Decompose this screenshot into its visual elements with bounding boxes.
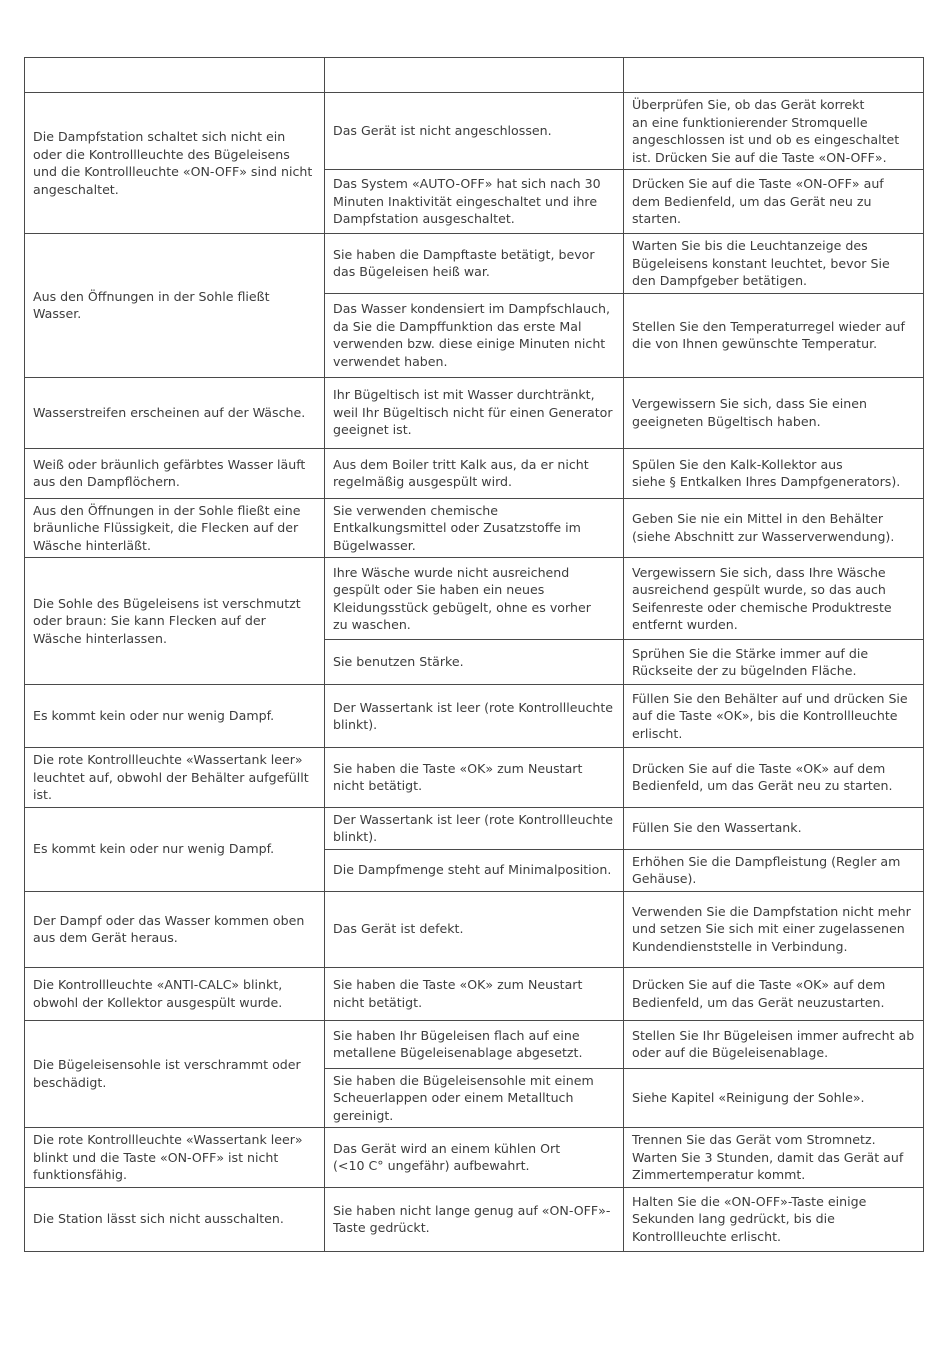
solution-cell: Stellen Sie den Temperaturregel wieder auf die von Ihnen gewünschte Temperatur. (624, 293, 924, 377)
table-row (25, 448, 924, 498)
problem-cell: Aus den Öffnungen in der Sohle fließt eine bräunliche Flüssigkeit, die Flecken auf der Wäsche hinterläßt. (25, 498, 325, 558)
problem-cell: Es kommt kein oder nur wenig Dampf. (25, 685, 325, 748)
solution-cell: Spülen Sie den Kalk-Kollektor aus siehe § Entkalken Ihres Dampfgenerators). (624, 448, 924, 498)
solution-cell: Halten Sie die «ON-OFF»-Taste einige Sekunden lang gedrückt, bis die Kontrollleuchte erlischt. (624, 1187, 924, 1251)
solution-cell: Siehe Kapitel «Reinigung der Sohle». (624, 1068, 924, 1128)
solution-cell: Stellen Sie Ihr Bügeleisen immer aufrecht ab oder auf die Bügeleisenablage. (624, 1020, 924, 1068)
solution-cell: Verwenden Sie die Dampfstation nicht mehr und setzen Sie sich mit einer zugelassenen Kundendienststelle in Verbindung. (624, 891, 924, 967)
problem-cell: Die rote Kontrollleuchte «Wassertank leer» leuchtet auf, obwohl der Behälter aufgefüllt ist. (25, 748, 325, 808)
cause-cell: Sie benutzen Stärke. (325, 640, 624, 685)
solution-cell: Vergewissern Sie sich, dass Sie einen geeigneten Bügeltisch haben. (624, 377, 924, 448)
table-row (25, 1020, 924, 1068)
cause-cell: Ihre Wäsche wurde nicht ausreichend gespült oder Sie haben ein neues Kleidungsstück gebügelt, ohne es vorher zu waschen. (325, 558, 624, 640)
problem-cell: Wasserstreifen erscheinen auf der Wäsche. (25, 377, 325, 448)
header-problem (25, 58, 325, 93)
cause-cell: Der Wassertank ist leer (rote Kontrollleuchte blinkt). (325, 807, 624, 849)
cause-cell: Sie haben die Bügeleisensohle mit einem Scheuerlappen oder einem Metalltuch gereinigt. (325, 1068, 624, 1128)
table-row (25, 891, 924, 967)
problem-cell: Aus den Öffnungen in der Sohle fließt Wasser. (25, 234, 325, 378)
table-row (25, 685, 924, 748)
cause-cell: Ihr Bügeltisch ist mit Wasser durchtränkt, weil Ihr Bügeltisch nicht für einen Generator geeignet ist. (325, 377, 624, 448)
table-row (25, 1128, 924, 1188)
cause-cell: Das Gerät wird an einem kühlen Ort (<10 C° ungefähr) aufbewahrt. (325, 1128, 624, 1188)
cause-cell: Sie haben die Taste «OK» zum Neustart nicht betätigt. (325, 967, 624, 1020)
solution-cell: Drücken Sie auf die Taste «OK» auf dem Bedienfeld, um das Gerät neuzustarten. (624, 967, 924, 1020)
table-row (25, 807, 924, 849)
table-row (25, 377, 924, 448)
cause-cell: Das System «AUTO-OFF» hat sich nach 30 Minuten Inaktivität eingeschaltet und ihre Dampfstation ausgeschaltet. (325, 170, 624, 234)
solution-cell: Drücken Sie auf die Taste «OK» auf dem Bedienfeld, um das Gerät neu zu starten. (624, 748, 924, 808)
table-row (25, 558, 924, 640)
problem-cell: Die Dampfstation schaltet sich nicht ein oder die Kontrollleuchte des Bügeleisens und die Kontrollleuchte «ON-OFF» sind nicht angeschaltet. (25, 93, 325, 234)
problem-cell: Die Bügeleisensohle ist verschrammt oder beschädigt. (25, 1020, 325, 1128)
cause-cell: Sie haben Ihr Bügeleisen flach auf eine metallene Bügeleisenablage abgesetzt. (325, 1020, 624, 1068)
cause-cell: Sie verwenden chemische Entkalkungsmittel oder Zusatzstoffe im Bügelwasser. (325, 498, 624, 558)
solution-cell: Sprühen Sie die Stärke immer auf die Rückseite der zu bügelnden Fläche. (624, 640, 924, 685)
solution-cell: Vergewissern Sie sich, dass Ihre Wäsche ausreichend gespült wurde, so das auch Seifenreste oder chemische Produktreste entfernt wurden. (624, 558, 924, 640)
cause-cell: Der Wassertank ist leer (rote Kontrollleuchte blinkt). (325, 685, 624, 748)
table-row (25, 967, 924, 1020)
solution-cell: Erhöhen Sie die Dampfleistung (Regler am Gehäuse). (624, 849, 924, 891)
header-cause (325, 58, 624, 93)
table-row (25, 234, 924, 294)
cause-cell: Sie haben die Taste «OK» zum Neustart nicht betätigt. (325, 748, 624, 808)
table-header-row (25, 58, 924, 93)
problem-cell: Der Dampf oder das Wasser kommen oben aus dem Gerät heraus. (25, 891, 325, 967)
problem-cell: Es kommt kein oder nur wenig Dampf. (25, 807, 325, 891)
solution-cell: Füllen Sie den Behälter auf und drücken Sie auf die Taste «OK», bis die Kontrollleuchte erlischt. (624, 685, 924, 748)
problem-cell: Die rote Kontrollleuchte «Wassertank leer» blinkt und die Taste «ON-OFF» ist nicht funktionsfähig. (25, 1128, 325, 1188)
table-row (25, 748, 924, 808)
table-row (25, 93, 924, 170)
problem-cell: Die Kontrollleuchte «ANTI-CALC» blinkt, obwohl der Kollektor ausgespült wurde. (25, 967, 325, 1020)
solution-cell: Überprüfen Sie, ob das Gerät korrekt an eine funktionierender Stromquelle angeschlossen ist und ob es eingeschaltet ist. Drücken Sie auf die Taste «ON-OFF». (624, 93, 924, 170)
problem-cell: Die Sohle des Bügeleisens ist verschmutzt oder braun: Sie kann Flecken auf der Wäsche hinterlassen. (25, 558, 325, 685)
cause-cell: Die Dampfmenge steht auf Minimalposition. (325, 849, 624, 891)
solution-cell: Drücken Sie auf die Taste «ON-OFF» auf dem Bedienfeld, um das Gerät neu zu starten. (624, 170, 924, 234)
problem-cell: Die Station lässt sich nicht ausschalten. (25, 1187, 325, 1251)
cause-cell: Sie haben die Dampftaste betätigt, bevor das Bügeleisen heiß war. (325, 234, 624, 294)
solution-cell: Warten Sie bis die Leuchtanzeige des Bügeleisens konstant leuchtet, bevor Sie den Dampfgeber betätigen. (624, 234, 924, 294)
problem-cell: Weiß oder bräunlich gefärbtes Wasser läuft aus den Dampflöchern. (25, 448, 325, 498)
table-row (25, 1187, 924, 1251)
cause-cell: Sie haben nicht lange genug auf «ON-OFF»-Taste gedrückt. (325, 1187, 624, 1251)
solution-cell: Geben Sie nie ein Mittel in den Behälter (siehe Abschnitt zur Wasserverwendung). (624, 498, 924, 558)
troubleshooting-table (24, 57, 924, 1252)
cause-cell: Aus dem Boiler tritt Kalk aus, da er nicht regelmäßig ausgespült wird. (325, 448, 624, 498)
cause-cell: Das Gerät ist nicht angeschlossen. (325, 93, 624, 170)
cause-cell: Das Gerät ist defekt. (325, 891, 624, 967)
solution-cell: Trennen Sie das Gerät vom Stromnetz. Warten Sie 3 Stunden, damit das Gerät auf Zimmertemperatur kommt. (624, 1128, 924, 1188)
header-solution (624, 58, 924, 93)
table-row (25, 498, 924, 558)
cause-cell: Das Wasser kondensiert im Dampfschlauch, da Sie die Dampffunktion das erste Mal verwenden bzw. diese einige Minuten nicht verwendet haben. (325, 293, 624, 377)
solution-cell: Füllen Sie den Wassertank. (624, 807, 924, 849)
